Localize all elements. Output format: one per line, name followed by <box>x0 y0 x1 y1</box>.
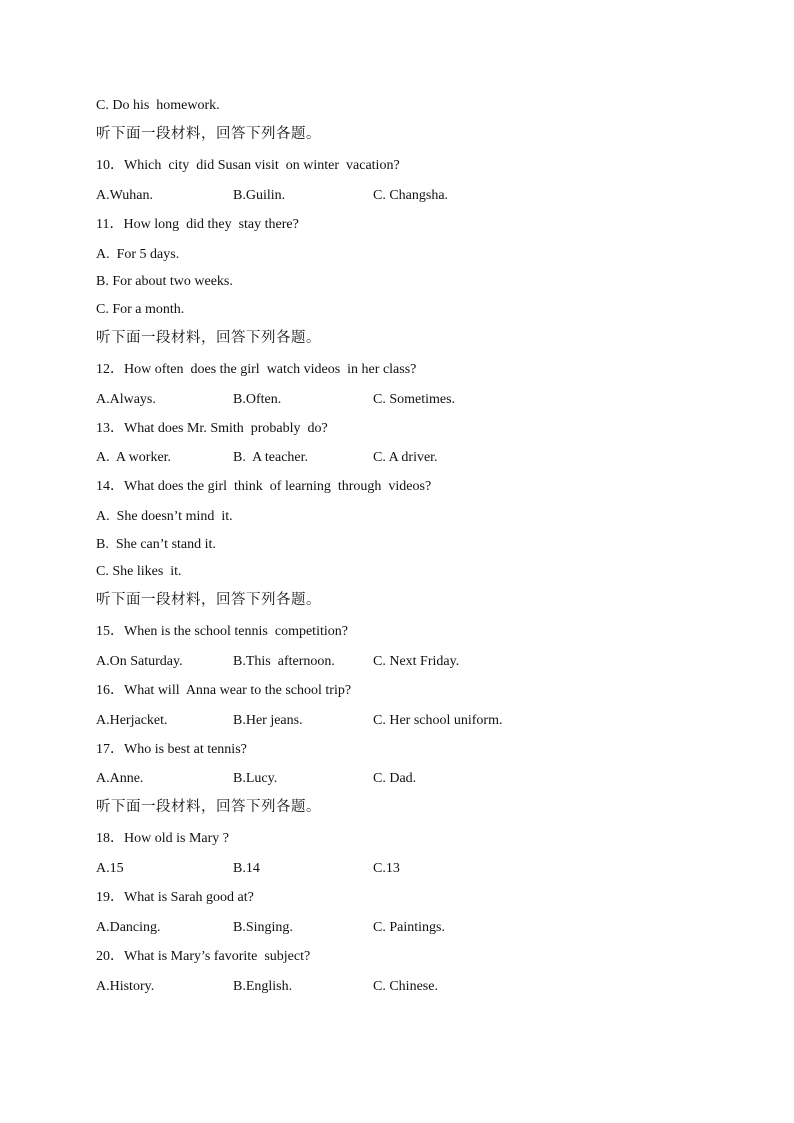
option-c: C. Chinese. <box>373 979 438 994</box>
option-line: C. For a month. <box>96 302 185 317</box>
options-row-10 <box>96 187 696 205</box>
option-c: C. A driver. <box>373 450 438 465</box>
option-c: C. Her school uniform. <box>373 713 503 728</box>
option-line: C. Do his homework. <box>96 98 220 113</box>
option-c: C. Changsha. <box>373 188 449 203</box>
question-12: 12．How often does the girl watch videos in her class? <box>96 362 417 377</box>
options-row-15 <box>96 653 696 671</box>
option-a: A.Dancing. <box>96 920 161 935</box>
option-a: A. A worker. <box>96 450 172 465</box>
option-b: B.Singing. <box>233 920 293 935</box>
question-13: 13．What does Mr. Smith probably do? <box>96 421 328 436</box>
option-c: C.13 <box>373 861 400 876</box>
option-line: B. For about two weeks. <box>96 274 233 289</box>
option-a: A.Wuhan. <box>96 188 153 203</box>
section-instruction: 听下面一段材料，回答下列各题。 <box>96 592 321 608</box>
options-row-20 <box>96 978 696 996</box>
option-b: B.Her jeans. <box>233 713 303 728</box>
option-line: A. For 5 days. <box>96 247 180 262</box>
option-c: C. Next Friday. <box>373 654 460 669</box>
options-row-16 <box>96 712 696 730</box>
section-instruction: 听下面一段材料，回答下列各题。 <box>96 330 321 346</box>
option-c: C. Dad. <box>373 771 417 786</box>
options-row-18 <box>96 860 696 878</box>
option-b: B.English. <box>233 979 293 994</box>
option-a: A.History. <box>96 979 155 994</box>
option-c: C. Paintings. <box>373 920 445 935</box>
option-b: B.Lucy. <box>233 771 278 786</box>
option-b: B.Guilin. <box>233 188 286 203</box>
question-11: 11．How long did they stay there? <box>96 217 299 232</box>
options-row-13 <box>96 449 696 467</box>
option-a: A.Anne. <box>96 771 144 786</box>
option-a: A.Always. <box>96 392 156 407</box>
question-17: 17．Who is best at tennis? <box>96 742 247 757</box>
option-line: A. She doesn’t mind it. <box>96 509 233 524</box>
question-19: 19．What is Sarah good at? <box>96 890 254 905</box>
option-a: A.On Saturday. <box>96 654 183 669</box>
options-row-19 <box>96 919 696 937</box>
question-10: 10．Which city did Susan visit on winter vacation? <box>96 158 400 173</box>
option-line: B. She can’t stand it. <box>96 537 216 552</box>
option-line: C. She likes it. <box>96 564 182 579</box>
question-14: 14．What does the girl think of learning through videos? <box>96 479 432 494</box>
question-20: 20．What is Mary’s favorite subject? <box>96 949 311 964</box>
option-b: B.14 <box>233 861 260 876</box>
option-b: B. A teacher. <box>233 450 309 465</box>
question-18: 18．How old is Mary ? <box>96 831 229 846</box>
question-16: 16．What will Anna wear to the school trip? <box>96 683 352 698</box>
option-a: A.Herjacket. <box>96 713 168 728</box>
question-15: 15．When is the school tennis competition? <box>96 624 348 639</box>
option-b: B.This afternoon. <box>233 654 335 669</box>
options-row-12 <box>96 391 696 409</box>
option-c: C. Sometimes. <box>373 392 456 407</box>
option-a: A.15 <box>96 861 124 876</box>
section-instruction: 听下面一段材料，回答下列各题。 <box>96 126 321 142</box>
section-instruction: 听下面一段材料，回答下列各题。 <box>96 799 321 815</box>
option-b: B.Often. <box>233 392 282 407</box>
options-row-17 <box>96 770 696 788</box>
